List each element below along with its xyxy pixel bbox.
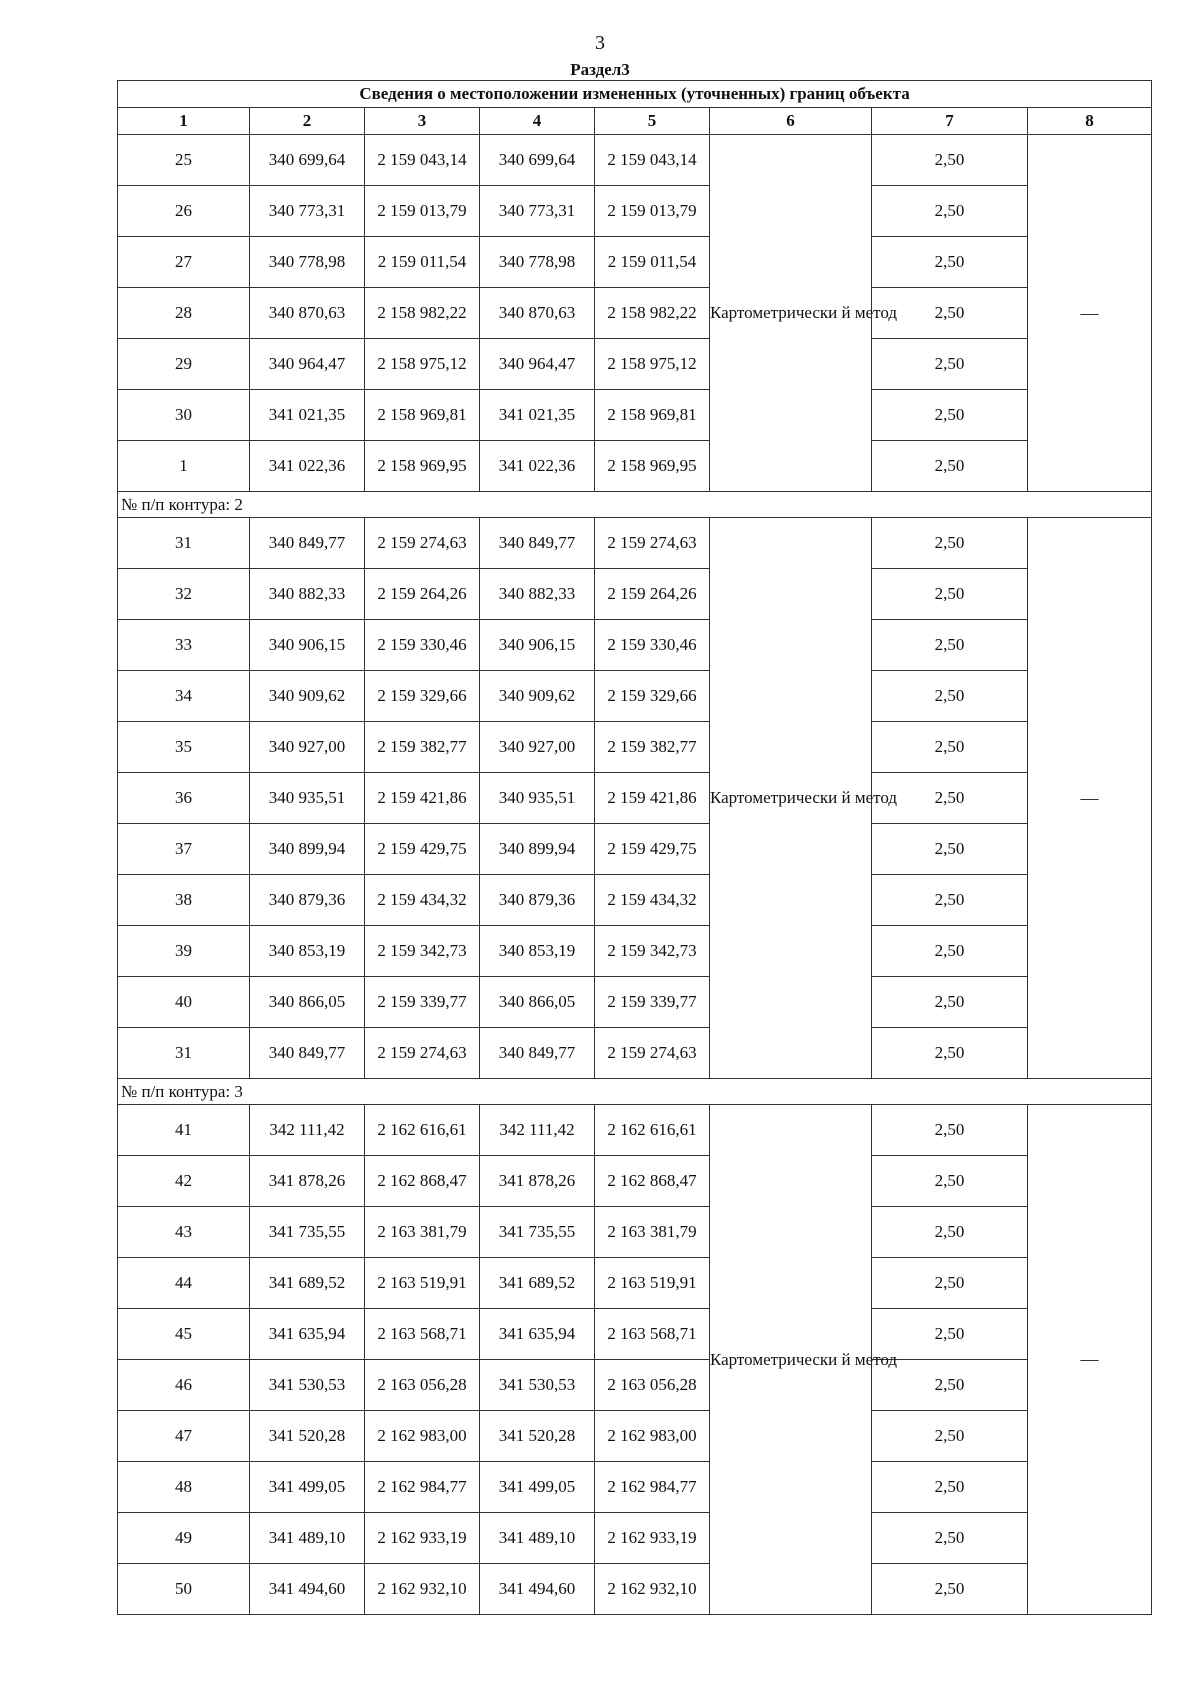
x-existing-cell: 340 882,33 — [250, 569, 365, 620]
y-existing-cell: 2 163 519,91 — [365, 1258, 480, 1309]
y-existing-cell: 2 158 969,95 — [365, 441, 480, 492]
x-new-cell: 340 899,94 — [480, 824, 595, 875]
y-existing-cell: 2 162 868,47 — [365, 1156, 480, 1207]
accuracy-cell: 2,50 — [872, 339, 1028, 390]
y-new-cell: 2 158 982,22 — [595, 288, 710, 339]
x-new-cell: 341 735,55 — [480, 1207, 595, 1258]
accuracy-cell: 2,50 — [872, 1105, 1028, 1156]
accuracy-cell: 2,50 — [872, 1564, 1028, 1615]
y-existing-cell: 2 163 381,79 — [365, 1207, 480, 1258]
point-number-cell: 27 — [118, 237, 250, 288]
table-row — [118, 1513, 1152, 1564]
y-existing-cell: 2 159 013,79 — [365, 186, 480, 237]
x-new-cell: 341 021,35 — [480, 390, 595, 441]
contour-label-row — [118, 492, 1152, 518]
point-number-cell: 34 — [118, 671, 250, 722]
y-new-cell: 2 162 616,61 — [595, 1105, 710, 1156]
table-row — [118, 824, 1152, 875]
y-existing-cell: 2 162 616,61 — [365, 1105, 480, 1156]
point-number-cell: 46 — [118, 1360, 250, 1411]
y-new-cell: 2 162 932,10 — [595, 1564, 710, 1615]
boundary-points-table — [117, 80, 1152, 1615]
table-row — [118, 339, 1152, 390]
y-new-cell: 2 159 339,77 — [595, 977, 710, 1028]
x-new-cell: 341 494,60 — [480, 1564, 595, 1615]
point-number-cell: 26 — [118, 186, 250, 237]
accuracy-cell: 2,50 — [872, 135, 1028, 186]
accuracy-cell: 2,50 — [872, 722, 1028, 773]
table-row — [118, 977, 1152, 1028]
point-number-cell: 50 — [118, 1564, 250, 1615]
y-existing-cell: 2 159 043,14 — [365, 135, 480, 186]
accuracy-cell: 2,50 — [872, 518, 1028, 569]
y-new-cell: 2 162 983,00 — [595, 1411, 710, 1462]
table-row — [118, 1462, 1152, 1513]
x-new-cell: 340 879,36 — [480, 875, 595, 926]
column-number: 5 — [595, 108, 710, 135]
y-existing-cell: 2 159 274,63 — [365, 1028, 480, 1079]
x-new-cell: 340 773,31 — [480, 186, 595, 237]
x-new-cell: 341 489,10 — [480, 1513, 595, 1564]
page-number: 3 — [595, 32, 605, 54]
point-number-cell: 29 — [118, 339, 250, 390]
point-number-cell: 35 — [118, 722, 250, 773]
table-row — [118, 1360, 1152, 1411]
column-8-cell: — — [1028, 135, 1152, 492]
method-cell: Картометрически й метод — [710, 135, 872, 492]
accuracy-cell: 2,50 — [872, 671, 1028, 722]
accuracy-cell: 2,50 — [872, 1360, 1028, 1411]
accuracy-cell: 2,50 — [872, 977, 1028, 1028]
accuracy-cell: 2,50 — [872, 620, 1028, 671]
x-existing-cell: 341 878,26 — [250, 1156, 365, 1207]
y-new-cell: 2 159 329,66 — [595, 671, 710, 722]
accuracy-cell: 2,50 — [872, 1462, 1028, 1513]
x-existing-cell: 340 964,47 — [250, 339, 365, 390]
table-row — [118, 1028, 1152, 1079]
accuracy-cell: 2,50 — [872, 1156, 1028, 1207]
y-new-cell: 2 159 043,14 — [595, 135, 710, 186]
column-8-cell: — — [1028, 518, 1152, 1079]
y-existing-cell: 2 159 011,54 — [365, 237, 480, 288]
y-new-cell: 2 159 274,63 — [595, 518, 710, 569]
x-new-cell: 340 935,51 — [480, 773, 595, 824]
accuracy-cell: 2,50 — [872, 1513, 1028, 1564]
y-new-cell: 2 159 342,73 — [595, 926, 710, 977]
table-row — [118, 237, 1152, 288]
column-8-cell: — — [1028, 1105, 1152, 1615]
x-existing-cell: 340 935,51 — [250, 773, 365, 824]
x-existing-cell: 341 494,60 — [250, 1564, 365, 1615]
x-new-cell: 340 866,05 — [480, 977, 595, 1028]
accuracy-cell: 2,50 — [872, 186, 1028, 237]
x-new-cell: 340 909,62 — [480, 671, 595, 722]
contour-label: № п/п контура: 2 — [118, 492, 1152, 518]
x-existing-cell: 340 879,36 — [250, 875, 365, 926]
x-existing-cell: 342 111,42 — [250, 1105, 365, 1156]
x-new-cell: 341 499,05 — [480, 1462, 595, 1513]
x-new-cell: 341 530,53 — [480, 1360, 595, 1411]
x-new-cell: 340 906,15 — [480, 620, 595, 671]
contour-label: № п/п контура: 3 — [118, 1079, 1152, 1105]
y-existing-cell: 2 159 264,26 — [365, 569, 480, 620]
x-existing-cell: 340 866,05 — [250, 977, 365, 1028]
x-existing-cell: 340 853,19 — [250, 926, 365, 977]
x-existing-cell: 340 899,94 — [250, 824, 365, 875]
point-number-cell: 49 — [118, 1513, 250, 1564]
table-row — [118, 1207, 1152, 1258]
table-row — [118, 518, 1152, 569]
x-existing-cell: 341 530,53 — [250, 1360, 365, 1411]
table-caption: Сведения о местоположении измененных (уточненных) границ объекта — [118, 81, 1152, 108]
table-row — [118, 620, 1152, 671]
y-existing-cell: 2 159 429,75 — [365, 824, 480, 875]
table-row — [118, 1156, 1152, 1207]
y-existing-cell: 2 159 329,66 — [365, 671, 480, 722]
point-number-cell: 31 — [118, 1028, 250, 1079]
accuracy-cell: 2,50 — [872, 824, 1028, 875]
point-number-cell: 42 — [118, 1156, 250, 1207]
x-existing-cell: 341 022,36 — [250, 441, 365, 492]
method-cell: Картометрически й метод — [710, 518, 872, 1079]
y-existing-cell: 2 163 568,71 — [365, 1309, 480, 1360]
point-number-cell: 37 — [118, 824, 250, 875]
point-number-cell: 36 — [118, 773, 250, 824]
table-row — [118, 1309, 1152, 1360]
table-row — [118, 875, 1152, 926]
section-title: Раздел3 — [570, 60, 630, 79]
accuracy-cell: 2,50 — [872, 569, 1028, 620]
table-row — [118, 135, 1152, 186]
y-existing-cell: 2 162 932,10 — [365, 1564, 480, 1615]
table-row — [118, 1411, 1152, 1462]
accuracy-cell: 2,50 — [872, 1207, 1028, 1258]
y-existing-cell: 2 159 434,32 — [365, 875, 480, 926]
x-new-cell: 340 853,19 — [480, 926, 595, 977]
point-number-cell: 32 — [118, 569, 250, 620]
x-existing-cell: 340 773,31 — [250, 186, 365, 237]
y-new-cell: 2 159 421,86 — [595, 773, 710, 824]
y-new-cell: 2 158 975,12 — [595, 339, 710, 390]
column-number: 3 — [365, 108, 480, 135]
point-number-cell: 31 — [118, 518, 250, 569]
x-existing-cell: 340 909,62 — [250, 671, 365, 722]
accuracy-cell: 2,50 — [872, 926, 1028, 977]
x-new-cell: 342 111,42 — [480, 1105, 595, 1156]
y-new-cell: 2 163 056,28 — [595, 1360, 710, 1411]
y-new-cell: 2 163 519,91 — [595, 1258, 710, 1309]
accuracy-cell: 2,50 — [872, 1309, 1028, 1360]
y-new-cell: 2 159 011,54 — [595, 237, 710, 288]
y-existing-cell: 2 162 984,77 — [365, 1462, 480, 1513]
x-new-cell: 340 849,77 — [480, 1028, 595, 1079]
x-existing-cell: 340 870,63 — [250, 288, 365, 339]
x-existing-cell: 341 689,52 — [250, 1258, 365, 1309]
x-existing-cell: 340 699,64 — [250, 135, 365, 186]
y-new-cell: 2 158 969,95 — [595, 441, 710, 492]
y-new-cell: 2 163 568,71 — [595, 1309, 710, 1360]
point-number-cell: 39 — [118, 926, 250, 977]
x-new-cell: 341 689,52 — [480, 1258, 595, 1309]
accuracy-cell: 2,50 — [872, 1258, 1028, 1309]
accuracy-cell: 2,50 — [872, 773, 1028, 824]
y-existing-cell: 2 163 056,28 — [365, 1360, 480, 1411]
table-row — [118, 671, 1152, 722]
accuracy-cell: 2,50 — [872, 875, 1028, 926]
x-new-cell: 341 022,36 — [480, 441, 595, 492]
x-existing-cell: 341 499,05 — [250, 1462, 365, 1513]
point-number-cell: 33 — [118, 620, 250, 671]
column-number: 7 — [872, 108, 1028, 135]
x-new-cell: 340 882,33 — [480, 569, 595, 620]
point-number-cell: 48 — [118, 1462, 250, 1513]
method-cell: Картометрически й метод — [710, 1105, 872, 1615]
x-existing-cell: 341 520,28 — [250, 1411, 365, 1462]
accuracy-cell: 2,50 — [872, 390, 1028, 441]
point-number-cell: 40 — [118, 977, 250, 1028]
x-new-cell: 340 964,47 — [480, 339, 595, 390]
accuracy-cell: 2,50 — [872, 1028, 1028, 1079]
y-existing-cell: 2 159 342,73 — [365, 926, 480, 977]
y-new-cell: 2 159 330,46 — [595, 620, 710, 671]
y-new-cell: 2 159 264,26 — [595, 569, 710, 620]
column-number: 8 — [1028, 108, 1152, 135]
y-existing-cell: 2 159 382,77 — [365, 722, 480, 773]
y-existing-cell: 2 159 421,86 — [365, 773, 480, 824]
x-existing-cell: 341 021,35 — [250, 390, 365, 441]
column-number: 2 — [250, 108, 365, 135]
column-number: 1 — [118, 108, 250, 135]
table-row — [118, 441, 1152, 492]
x-new-cell: 340 927,00 — [480, 722, 595, 773]
table-row — [118, 288, 1152, 339]
accuracy-cell: 2,50 — [872, 441, 1028, 492]
y-new-cell: 2 159 274,63 — [595, 1028, 710, 1079]
y-existing-cell: 2 158 982,22 — [365, 288, 480, 339]
accuracy-cell: 2,50 — [872, 237, 1028, 288]
x-existing-cell: 340 906,15 — [250, 620, 365, 671]
table-row — [118, 773, 1152, 824]
contour-label-row — [118, 1079, 1152, 1105]
accuracy-cell: 2,50 — [872, 1411, 1028, 1462]
y-new-cell: 2 162 984,77 — [595, 1462, 710, 1513]
point-number-cell: 25 — [118, 135, 250, 186]
y-existing-cell: 2 158 975,12 — [365, 339, 480, 390]
y-existing-cell: 2 159 330,46 — [365, 620, 480, 671]
y-existing-cell: 2 162 933,19 — [365, 1513, 480, 1564]
point-number-cell: 1 — [118, 441, 250, 492]
y-new-cell: 2 159 382,77 — [595, 722, 710, 773]
point-number-cell: 44 — [118, 1258, 250, 1309]
y-new-cell: 2 162 868,47 — [595, 1156, 710, 1207]
y-new-cell: 2 163 381,79 — [595, 1207, 710, 1258]
x-existing-cell: 341 735,55 — [250, 1207, 365, 1258]
y-new-cell: 2 159 013,79 — [595, 186, 710, 237]
x-new-cell: 341 878,26 — [480, 1156, 595, 1207]
column-number: 4 — [480, 108, 595, 135]
table-row — [118, 1564, 1152, 1615]
table-row — [118, 186, 1152, 237]
y-new-cell: 2 158 969,81 — [595, 390, 710, 441]
point-number-cell: 43 — [118, 1207, 250, 1258]
table-row — [118, 926, 1152, 977]
table-row — [118, 390, 1152, 441]
point-number-cell: 28 — [118, 288, 250, 339]
x-new-cell: 340 849,77 — [480, 518, 595, 569]
x-existing-cell: 340 778,98 — [250, 237, 365, 288]
x-existing-cell: 340 849,77 — [250, 518, 365, 569]
table-row — [118, 1105, 1152, 1156]
x-new-cell: 340 778,98 — [480, 237, 595, 288]
y-new-cell: 2 159 429,75 — [595, 824, 710, 875]
x-new-cell: 341 635,94 — [480, 1309, 595, 1360]
table-row — [118, 569, 1152, 620]
point-number-cell: 41 — [118, 1105, 250, 1156]
table-caption-row — [118, 81, 1152, 108]
point-number-cell: 45 — [118, 1309, 250, 1360]
x-existing-cell: 341 489,10 — [250, 1513, 365, 1564]
y-new-cell: 2 162 933,19 — [595, 1513, 710, 1564]
y-existing-cell: 2 162 983,00 — [365, 1411, 480, 1462]
x-new-cell: 340 870,63 — [480, 288, 595, 339]
y-existing-cell: 2 159 274,63 — [365, 518, 480, 569]
column-number: 6 — [710, 108, 872, 135]
y-existing-cell: 2 158 969,81 — [365, 390, 480, 441]
table-row — [118, 722, 1152, 773]
x-new-cell: 341 520,28 — [480, 1411, 595, 1462]
x-existing-cell: 340 849,77 — [250, 1028, 365, 1079]
point-number-cell: 38 — [118, 875, 250, 926]
x-existing-cell: 340 927,00 — [250, 722, 365, 773]
y-new-cell: 2 159 434,32 — [595, 875, 710, 926]
y-existing-cell: 2 159 339,77 — [365, 977, 480, 1028]
point-number-cell: 47 — [118, 1411, 250, 1462]
accuracy-cell: 2,50 — [872, 288, 1028, 339]
column-number-row — [118, 108, 1152, 135]
x-existing-cell: 341 635,94 — [250, 1309, 365, 1360]
point-number-cell: 30 — [118, 390, 250, 441]
x-new-cell: 340 699,64 — [480, 135, 595, 186]
table-row — [118, 1258, 1152, 1309]
